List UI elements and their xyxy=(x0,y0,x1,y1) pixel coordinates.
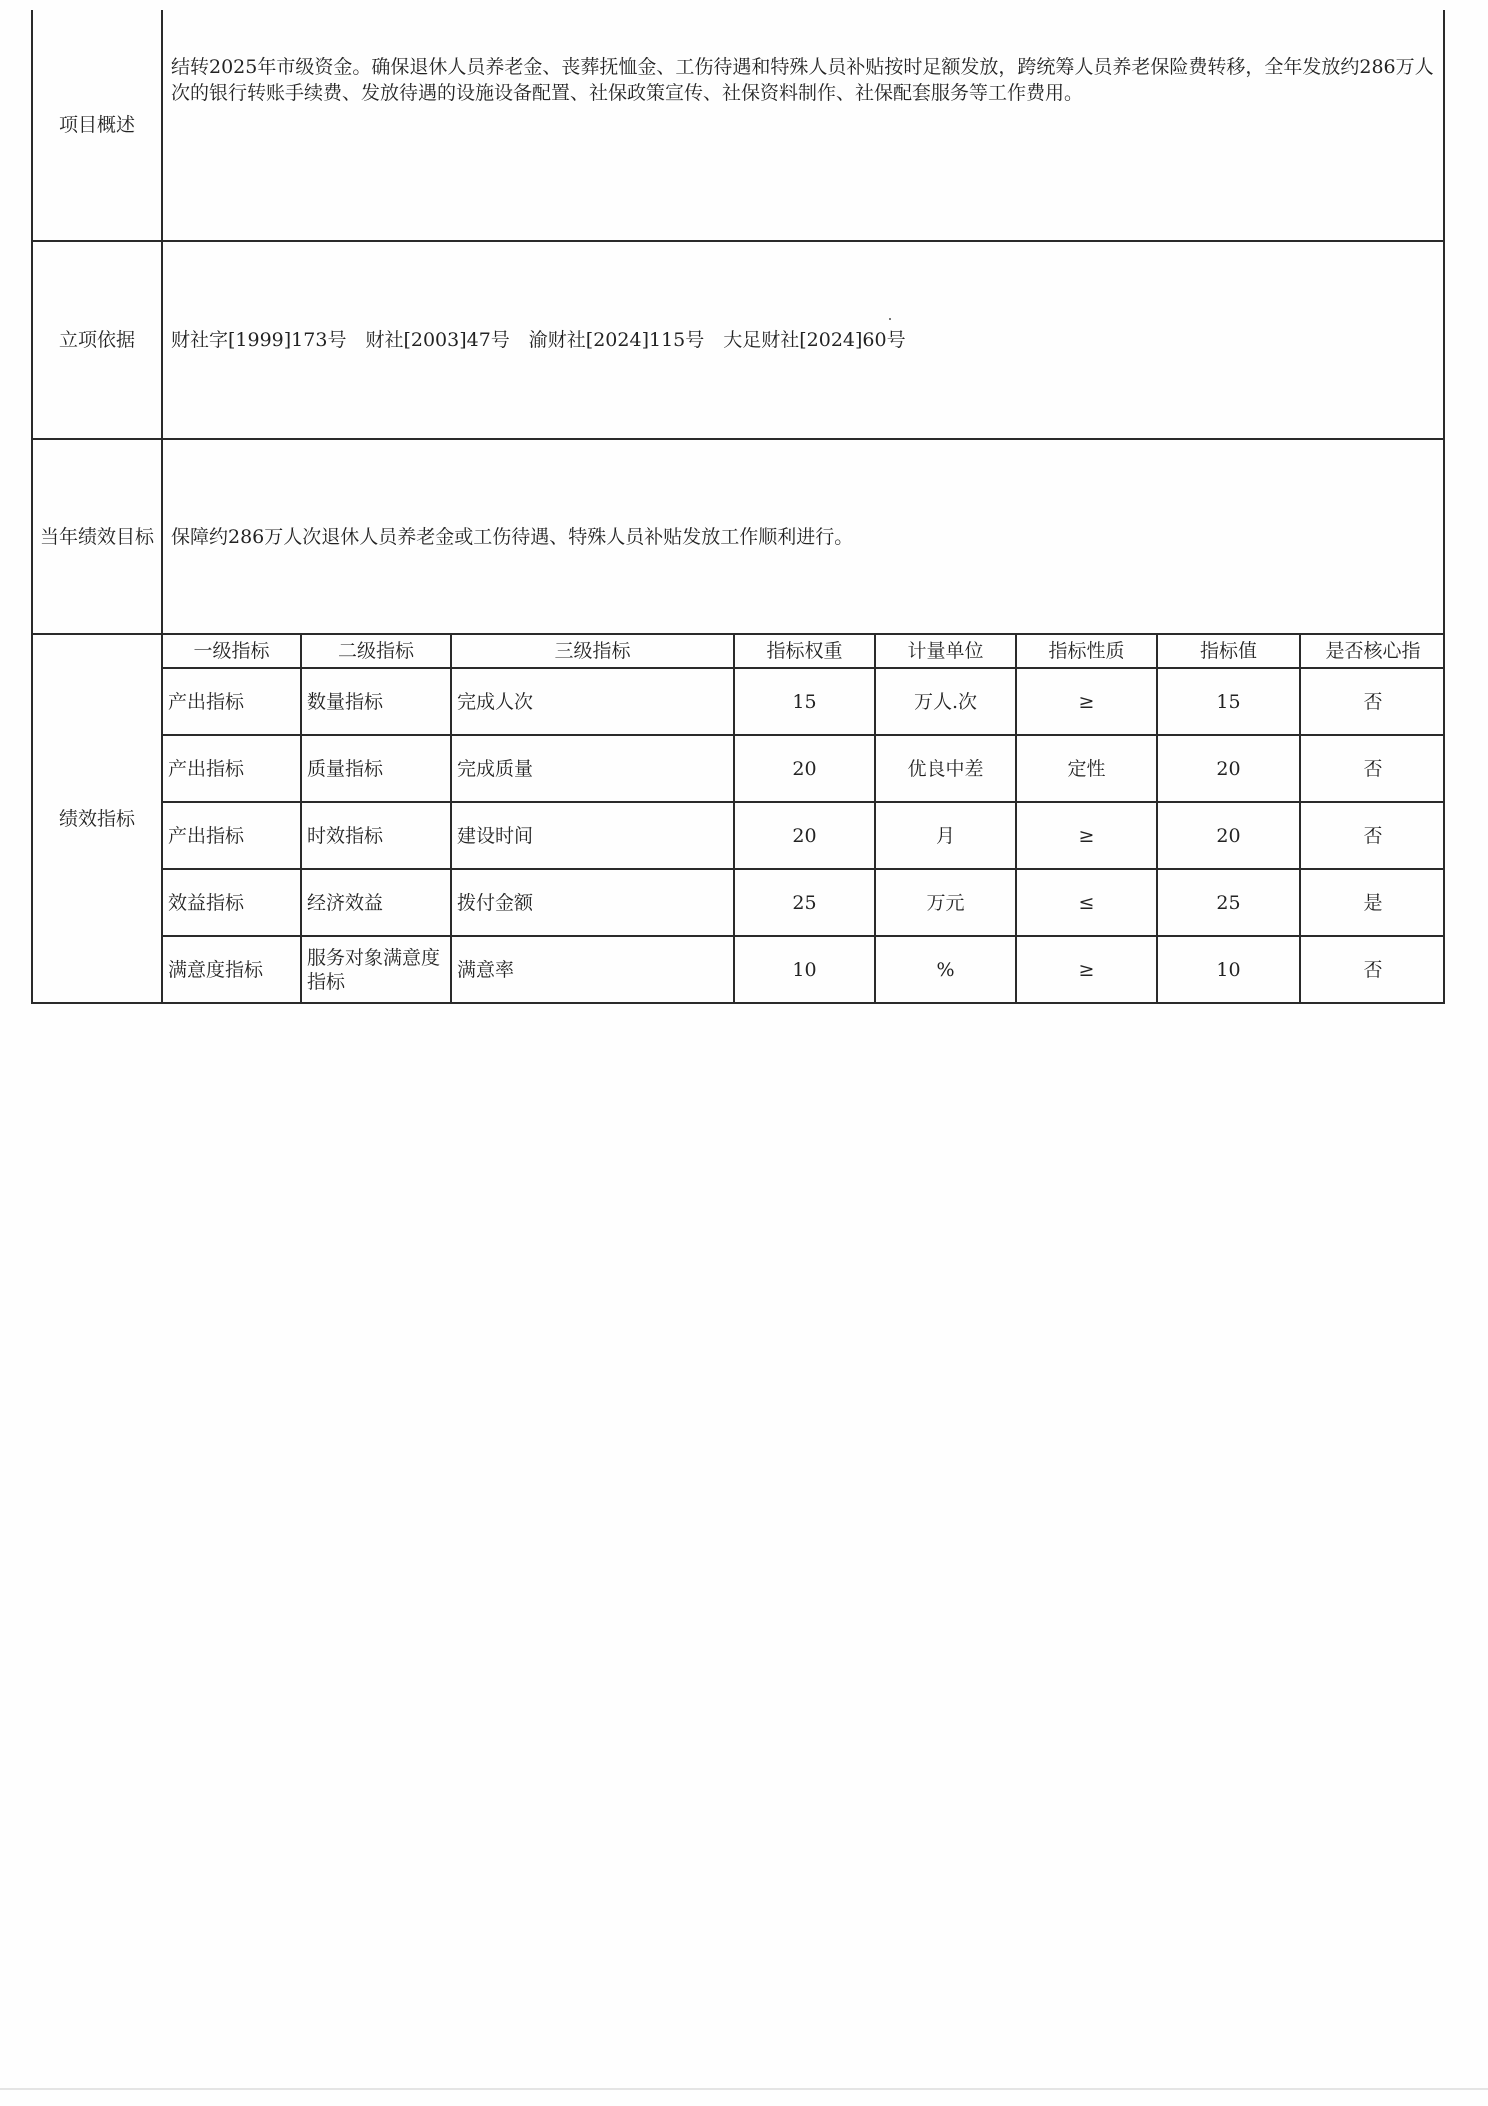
cell-weight: 20 xyxy=(734,802,875,869)
scan-dot xyxy=(889,318,891,320)
cell-unit: 月 xyxy=(875,802,1016,869)
cell-core: 否 xyxy=(1300,668,1445,735)
header-weight: 指标权重 xyxy=(734,635,875,668)
header-level1: 一级指标 xyxy=(163,635,301,668)
indicators-header-row xyxy=(163,635,1445,668)
cell-level2: 数量指标 xyxy=(301,668,451,735)
cell-value: 20 xyxy=(1157,735,1300,802)
cell-level1: 产出指标 xyxy=(163,802,301,869)
cell-core: 是 xyxy=(1300,869,1445,936)
cell-level3: 完成人次 xyxy=(451,668,734,735)
cell-nature: 定性 xyxy=(1016,735,1157,802)
cell-level1: 满意度指标 xyxy=(163,936,301,1002)
table-row xyxy=(163,869,1445,936)
indicators-table xyxy=(163,635,1445,1002)
overview-row xyxy=(32,10,1444,241)
cell-level2: 时效指标 xyxy=(301,802,451,869)
indicators-cell xyxy=(162,634,1444,1003)
table-row xyxy=(163,802,1445,869)
header-level3: 三级指标 xyxy=(451,635,734,668)
overview-label: 项目概述 xyxy=(32,10,162,241)
cell-level2: 质量指标 xyxy=(301,735,451,802)
cell-core: 否 xyxy=(1300,802,1445,869)
table-row xyxy=(163,668,1445,735)
cell-weight: 15 xyxy=(734,668,875,735)
overview-text: 结转2025年市级资金。确保退休人员养老金、丧葬抚恤金、工伤待遇和特殊人员补贴按时足额发放，跨统筹人员养老保险费转移，全年发放约286万人次的银行转账手续费、发放待遇的设施设备配置、社保政策宣传、社保资料制作、社保配套服务等工作费用。 xyxy=(162,10,1444,241)
cell-weight: 25 xyxy=(734,869,875,936)
cell-level1: 产出指标 xyxy=(163,668,301,735)
cell-core: 否 xyxy=(1300,735,1445,802)
cell-unit: 优良中差 xyxy=(875,735,1016,802)
target-row xyxy=(32,439,1444,634)
cell-level3: 完成质量 xyxy=(451,735,734,802)
cell-nature: ≥ xyxy=(1016,936,1157,1002)
cell-value: 20 xyxy=(1157,802,1300,869)
page-bottom-edge xyxy=(0,2088,1488,2090)
cell-nature: ≥ xyxy=(1016,668,1157,735)
cell-weight: 20 xyxy=(734,735,875,802)
target-label: 当年绩效目标 xyxy=(32,439,162,634)
table-row xyxy=(163,936,1445,1002)
header-value: 指标值 xyxy=(1157,635,1300,668)
cell-unit: % xyxy=(875,936,1016,1002)
indicators-row xyxy=(32,634,1444,1003)
cell-level3: 满意率 xyxy=(451,936,734,1002)
cell-level3: 建设时间 xyxy=(451,802,734,869)
basis-row xyxy=(32,241,1444,439)
project-form-table xyxy=(31,10,1445,1004)
cell-level1: 效益指标 xyxy=(163,869,301,936)
cell-value: 15 xyxy=(1157,668,1300,735)
cell-level2: 经济效益 xyxy=(301,869,451,936)
basis-label: 立项依据 xyxy=(32,241,162,439)
cell-weight: 10 xyxy=(734,936,875,1002)
header-nature: 指标性质 xyxy=(1016,635,1157,668)
cell-unit: 万元 xyxy=(875,869,1016,936)
header-unit: 计量单位 xyxy=(875,635,1016,668)
basis-text: 财社字[1999]173号 财社[2003]47号 渝财社[2024]115号 大足财社[2024]60号 xyxy=(162,241,1444,439)
cell-level1: 产出指标 xyxy=(163,735,301,802)
target-text: 保障约286万人次退休人员养老金或工伤待遇、特殊人员补贴发放工作顺利进行。 xyxy=(162,439,1444,634)
header-core: 是否核心指 xyxy=(1300,635,1445,668)
cell-nature: ≤ xyxy=(1016,869,1157,936)
cell-level3: 拨付金额 xyxy=(451,869,734,936)
indicators-label: 绩效指标 xyxy=(32,634,162,1003)
cell-unit: 万人.次 xyxy=(875,668,1016,735)
cell-value: 25 xyxy=(1157,869,1300,936)
cell-level2: 服务对象满意度指标 xyxy=(301,936,451,1002)
header-level2: 二级指标 xyxy=(301,635,451,668)
cell-value: 10 xyxy=(1157,936,1300,1002)
cell-nature: ≥ xyxy=(1016,802,1157,869)
table-row xyxy=(163,735,1445,802)
cell-core: 否 xyxy=(1300,936,1445,1002)
